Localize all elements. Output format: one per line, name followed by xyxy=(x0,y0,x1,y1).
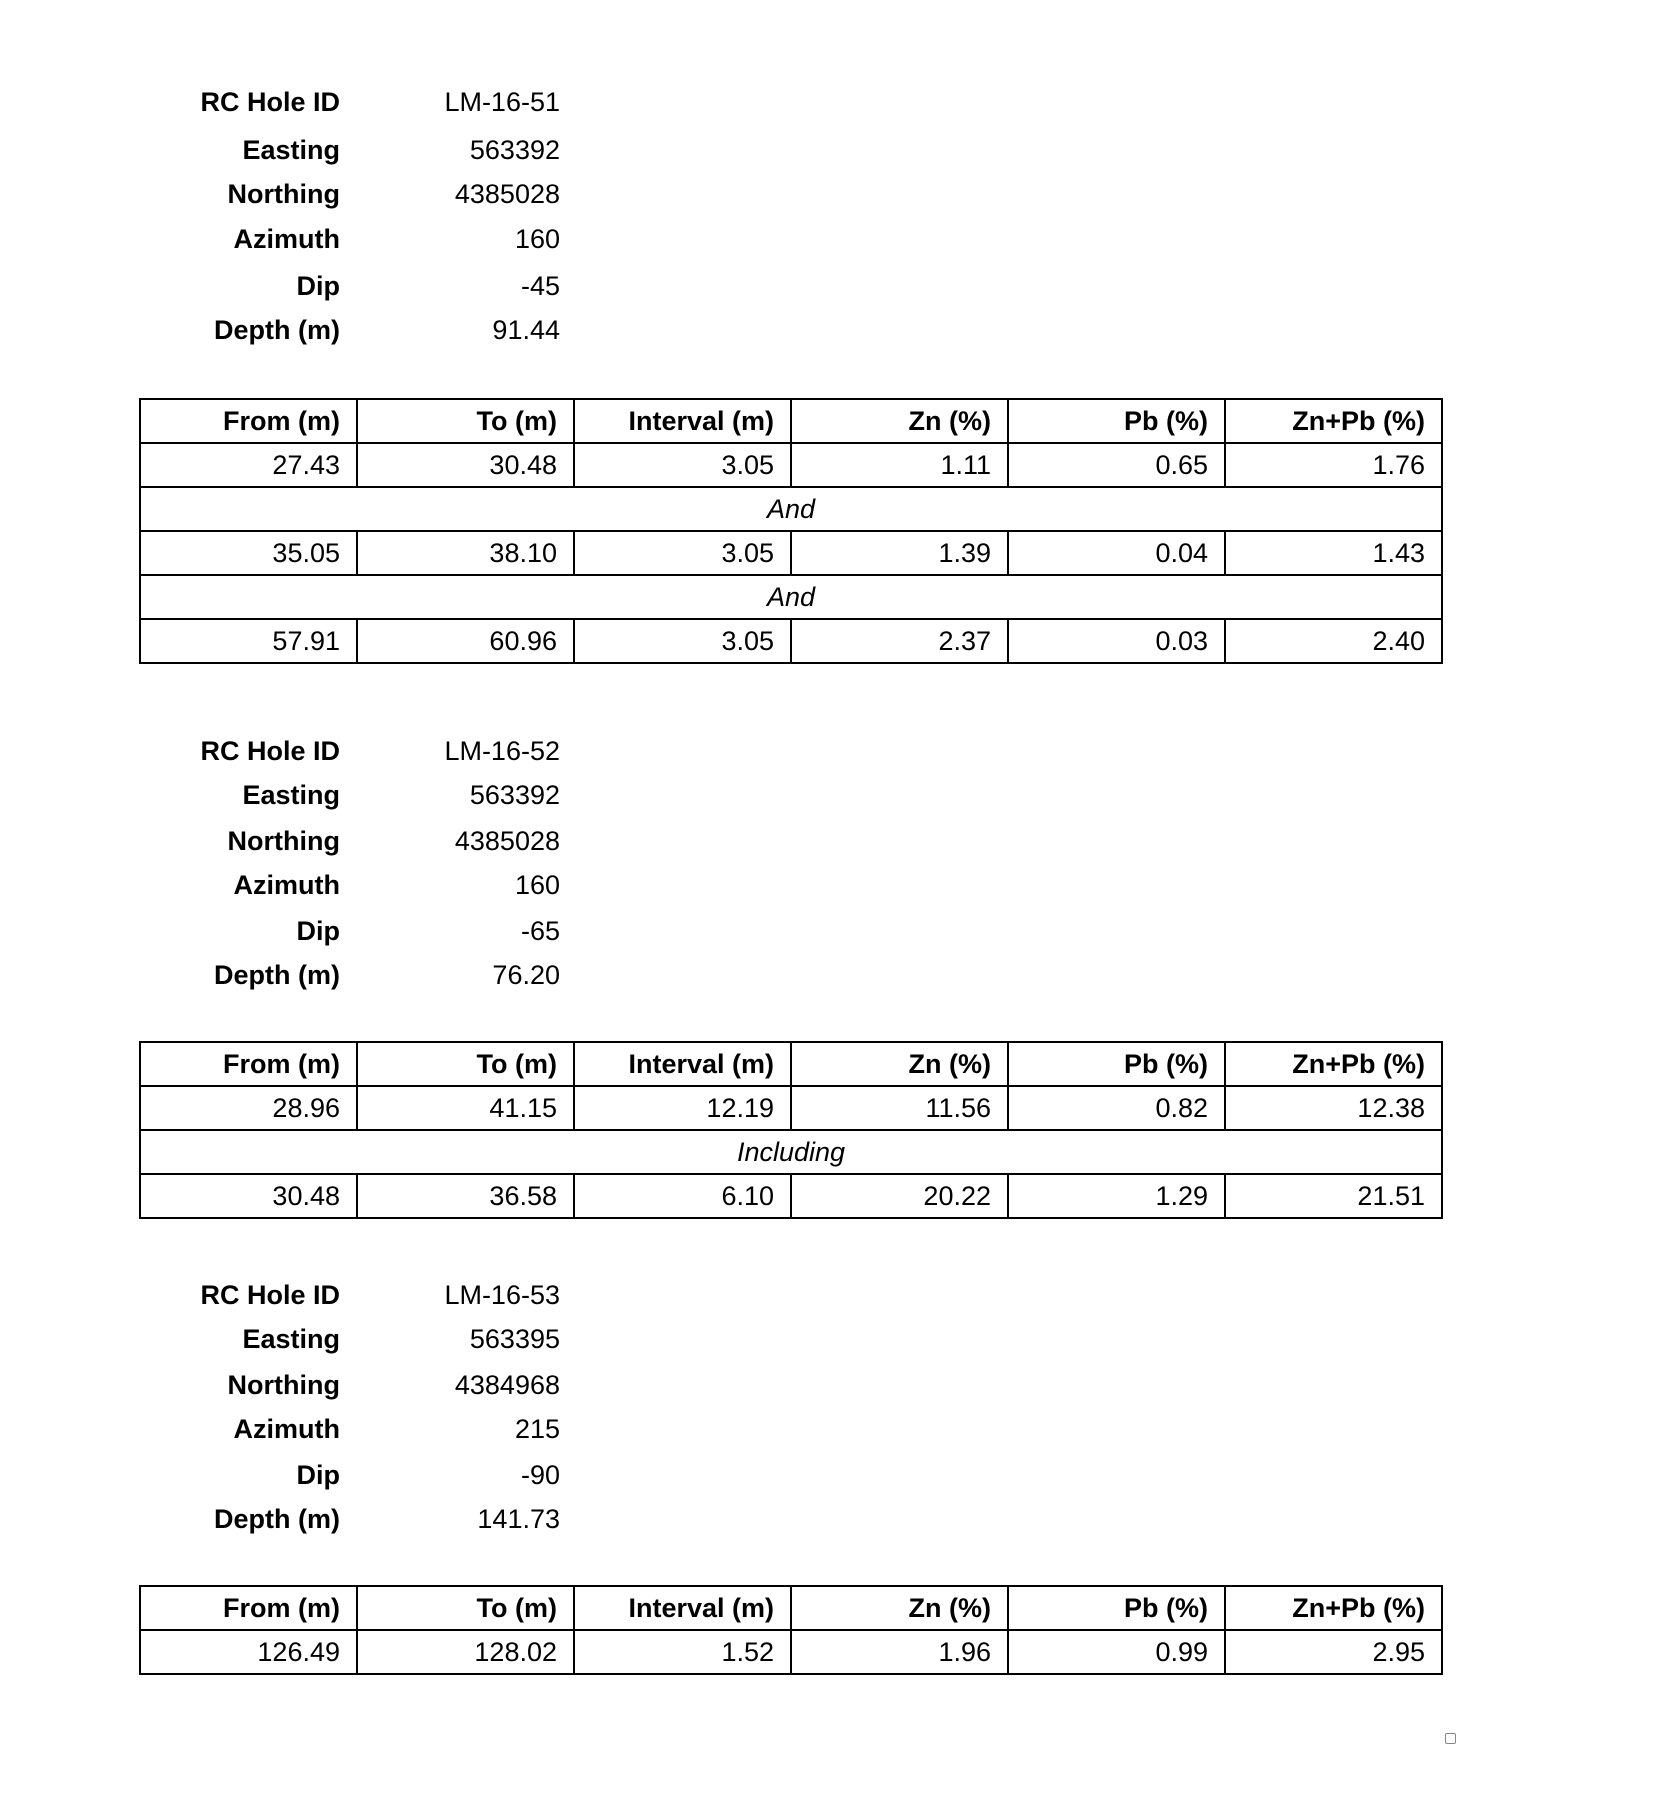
hole-id-value: LM-16-51 xyxy=(444,87,560,117)
connector-row xyxy=(140,487,1442,531)
easting-row xyxy=(150,130,560,170)
cell-interval: 3.05 xyxy=(574,443,791,487)
col-header-interval: Interval (m) xyxy=(574,1042,791,1086)
cell-znpb: 1.43 xyxy=(1225,531,1442,575)
col-header-znpb: Zn+Pb (%) xyxy=(1225,1042,1442,1086)
depth-value: 76.20 xyxy=(492,960,560,990)
cell-interval: 12.19 xyxy=(574,1086,791,1130)
northing-row xyxy=(150,1365,560,1405)
azimuth-value: 215 xyxy=(514,1414,560,1444)
depth-row xyxy=(150,955,560,995)
connector-row xyxy=(140,1130,1442,1174)
azimuth-label: Azimuth xyxy=(233,870,340,900)
col-header-to: To (m) xyxy=(357,1042,574,1086)
northing-row xyxy=(150,174,560,214)
cell-from: 126.49 xyxy=(140,1630,357,1674)
depth-row xyxy=(150,1499,560,1539)
table-row xyxy=(140,531,1442,575)
cell-pb: 0.65 xyxy=(1008,443,1225,487)
azimuth-label: Azimuth xyxy=(233,1414,340,1444)
table-row xyxy=(140,1630,1442,1674)
cell-interval: 6.10 xyxy=(574,1174,791,1218)
results-table xyxy=(139,398,1443,664)
depth-label: Depth (m) xyxy=(214,1504,340,1534)
easting-value: 563392 xyxy=(469,780,560,810)
col-header-to: To (m) xyxy=(357,399,574,443)
cell-znpb: 1.76 xyxy=(1225,443,1442,487)
dip-label: Dip xyxy=(296,916,340,946)
col-header-interval: Interval (m) xyxy=(574,1586,791,1630)
cell-to: 30.48 xyxy=(357,443,574,487)
easting-label: Easting xyxy=(242,135,340,165)
azimuth-row xyxy=(150,865,560,905)
hole-id-row xyxy=(150,82,560,122)
northing-value: 4385028 xyxy=(454,826,560,856)
azimuth-label: Azimuth xyxy=(233,224,340,254)
col-header-from: From (m) xyxy=(140,1586,357,1630)
easting-row xyxy=(150,775,560,815)
easting-label: Easting xyxy=(242,1324,340,1354)
col-header-pb: Pb (%) xyxy=(1008,399,1225,443)
cell-from: 28.96 xyxy=(140,1086,357,1130)
col-header-pb: Pb (%) xyxy=(1008,1042,1225,1086)
cell-znpb: 12.38 xyxy=(1225,1086,1442,1130)
cell-zn: 1.11 xyxy=(791,443,1008,487)
depth-label: Depth (m) xyxy=(214,315,340,345)
northing-row xyxy=(150,821,560,861)
northing-value: 4385028 xyxy=(454,179,560,209)
depth-value: 91.44 xyxy=(492,315,560,345)
dip-value: -90 xyxy=(520,1460,560,1490)
hole-id-label: RC Hole ID xyxy=(200,1280,340,1310)
dip-row xyxy=(150,1455,560,1495)
dip-value: -65 xyxy=(520,916,560,946)
cell-to: 38.10 xyxy=(357,531,574,575)
col-header-pb: Pb (%) xyxy=(1008,1586,1225,1630)
dip-value: -45 xyxy=(520,271,560,301)
col-header-znpb: Zn+Pb (%) xyxy=(1225,399,1442,443)
easting-row xyxy=(150,1319,560,1359)
connector-row xyxy=(140,575,1442,619)
table-row xyxy=(140,1174,1442,1218)
col-header-zn: Zn (%) xyxy=(791,399,1008,443)
connector-label: And xyxy=(140,487,1442,531)
depth-label: Depth (m) xyxy=(214,960,340,990)
results-table xyxy=(139,1585,1443,1675)
cell-from: 30.48 xyxy=(140,1174,357,1218)
depth-row xyxy=(150,310,560,350)
col-header-from: From (m) xyxy=(140,1042,357,1086)
table-header-row xyxy=(140,399,1442,443)
cell-znpb: 2.40 xyxy=(1225,619,1442,663)
cell-pb: 0.82 xyxy=(1008,1086,1225,1130)
hole-id-label: RC Hole ID xyxy=(200,87,340,117)
northing-label: Northing xyxy=(227,1370,340,1400)
azimuth-value: 160 xyxy=(514,224,560,254)
col-header-interval: Interval (m) xyxy=(574,399,791,443)
cell-to: 36.58 xyxy=(357,1174,574,1218)
hole-id-value: LM-16-53 xyxy=(444,1280,560,1310)
table-header-row xyxy=(140,1586,1442,1630)
cell-pb: 0.03 xyxy=(1008,619,1225,663)
dip-label: Dip xyxy=(296,271,340,301)
northing-value: 4384968 xyxy=(454,1370,560,1400)
col-header-to: To (m) xyxy=(357,1586,574,1630)
table-row xyxy=(140,619,1442,663)
cell-from: 27.43 xyxy=(140,443,357,487)
easting-value: 563395 xyxy=(469,1324,560,1354)
hole-id-row xyxy=(150,1275,560,1315)
depth-value: 141.73 xyxy=(477,1504,560,1534)
col-header-znpb: Zn+Pb (%) xyxy=(1225,1586,1442,1630)
table-row xyxy=(140,1086,1442,1130)
hole-id-label: RC Hole ID xyxy=(200,736,340,766)
azimuth-row xyxy=(150,219,560,259)
dip-label: Dip xyxy=(296,1460,340,1490)
cell-to: 128.02 xyxy=(357,1630,574,1674)
hole-id-value: LM-16-52 xyxy=(444,736,560,766)
cell-zn: 11.56 xyxy=(791,1086,1008,1130)
connector-label: And xyxy=(140,575,1442,619)
connector-label: Including xyxy=(140,1130,1442,1174)
cell-interval: 3.05 xyxy=(574,531,791,575)
table-header-row xyxy=(140,1042,1442,1086)
results-table xyxy=(139,1041,1443,1219)
cell-zn: 20.22 xyxy=(791,1174,1008,1218)
cell-zn: 1.96 xyxy=(791,1630,1008,1674)
northing-label: Northing xyxy=(227,826,340,856)
cell-from: 35.05 xyxy=(140,531,357,575)
cell-znpb: 2.95 xyxy=(1225,1630,1442,1674)
resize-handle-icon xyxy=(1445,1733,1456,1744)
cell-interval: 3.05 xyxy=(574,619,791,663)
cell-pb: 0.04 xyxy=(1008,531,1225,575)
cell-pb: 0.99 xyxy=(1008,1630,1225,1674)
northing-label: Northing xyxy=(227,179,340,209)
cell-from: 57.91 xyxy=(140,619,357,663)
cell-interval: 1.52 xyxy=(574,1630,791,1674)
cell-zn: 1.39 xyxy=(791,531,1008,575)
col-header-zn: Zn (%) xyxy=(791,1042,1008,1086)
col-header-from: From (m) xyxy=(140,399,357,443)
easting-value: 563392 xyxy=(469,135,560,165)
azimuth-row xyxy=(150,1409,560,1449)
hole-id-row xyxy=(150,731,560,771)
cell-zn: 2.37 xyxy=(791,619,1008,663)
table-row xyxy=(140,443,1442,487)
azimuth-value: 160 xyxy=(514,870,560,900)
dip-row xyxy=(150,911,560,951)
dip-row xyxy=(150,266,560,306)
easting-label: Easting xyxy=(242,780,340,810)
cell-to: 41.15 xyxy=(357,1086,574,1130)
cell-to: 60.96 xyxy=(357,619,574,663)
cell-pb: 1.29 xyxy=(1008,1174,1225,1218)
cell-znpb: 21.51 xyxy=(1225,1174,1442,1218)
col-header-zn: Zn (%) xyxy=(791,1586,1008,1630)
